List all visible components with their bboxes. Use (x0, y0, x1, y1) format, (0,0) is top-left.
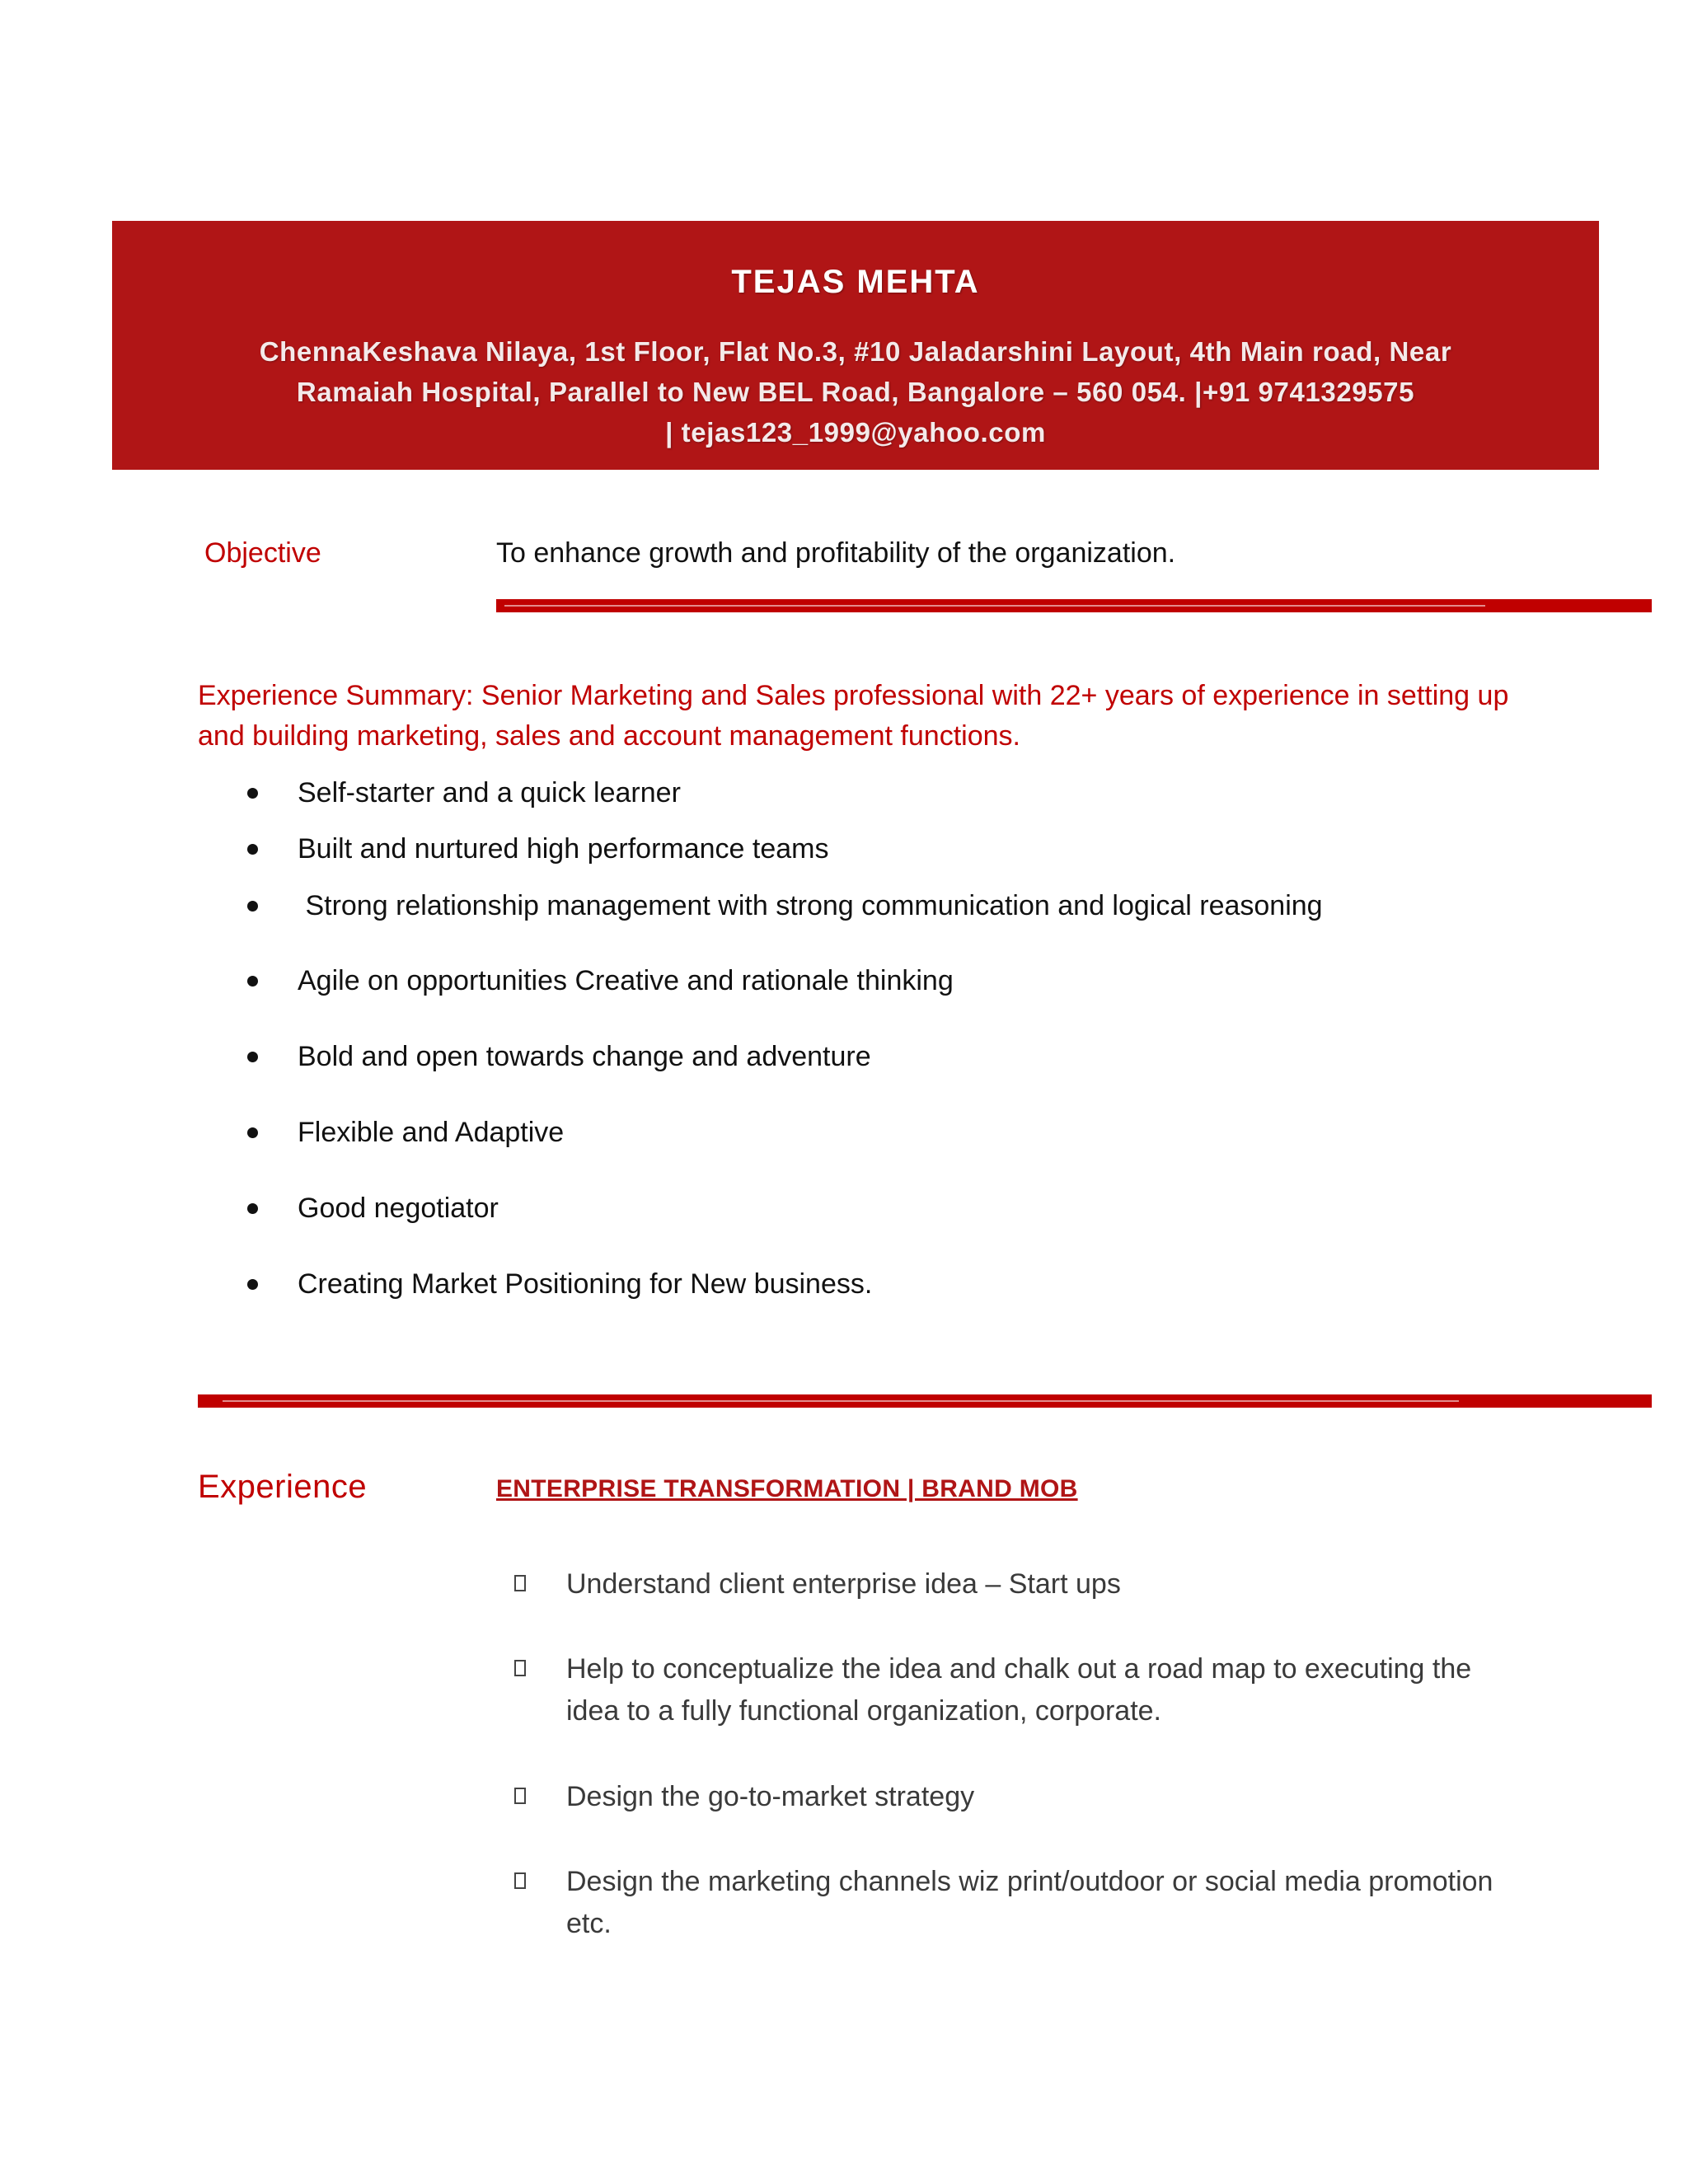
bullet-dot-icon (247, 976, 258, 987)
objective-divider (496, 599, 1652, 612)
bullet-dot-icon (247, 1279, 258, 1290)
bullet-dot-icon (247, 1127, 258, 1138)
summary-bullet-text: Bold and open towards change and adventure (298, 1041, 871, 1072)
missing-glyph-bullet-icon (514, 1872, 526, 1889)
summary-bullet-text: Self-starter and a quick learner (298, 777, 681, 808)
address-line-2: Ramaiah Hospital, Parallel to New BEL Road, Bangalore – 560 054. |+91 9741329575 (296, 377, 1415, 407)
summary-bullet-text: Creating Market Positioning for New business. (298, 1268, 873, 1300)
address-line-3: | tejas123_1999@yahoo.com (665, 417, 1046, 448)
bullet-dot-icon (247, 901, 258, 912)
divider-inner-line (223, 1400, 1459, 1402)
missing-glyph-bullet-icon (514, 1660, 526, 1676)
experience-item-text: Design the go-to-market strategy (566, 1781, 975, 1812)
experience-item-text: Help to conceptualize the idea and chalk out a road map to executing the idea to a fully functional organization, corporate. (566, 1653, 1472, 1727)
address-line-1: ChennaKeshava Nilaya, 1st Floor, Flat No.3, #10 Jaladarshini Layout, 4th Main road, Near (259, 336, 1452, 367)
objective-label: Objective (204, 537, 321, 569)
bullet-dot-icon (247, 1052, 258, 1062)
missing-glyph-bullet-icon (514, 1575, 526, 1591)
summary-bullet-text: Agile on opportunities Creative and rationale thinking (298, 965, 954, 996)
company-heading: ENTERPRISE TRANSFORMATION | BRAND MOB (496, 1475, 1078, 1502)
experience-label: Experience (198, 1469, 368, 1505)
bullet-dot-icon (247, 1203, 258, 1214)
summary-divider (198, 1394, 1652, 1408)
header-banner (112, 221, 1599, 470)
experience-item-text: Design the marketing channels wiz print/outdoor or social media promotion etc. (566, 1866, 1493, 1939)
bullet-dot-icon (247, 788, 258, 799)
divider-inner-line (504, 605, 1485, 607)
candidate-name: TEJAS MEHTA (731, 264, 980, 300)
bullet-dot-icon (247, 844, 258, 855)
summary-bullet-text: Built and nurtured high performance teams (298, 833, 829, 865)
experience-item-text: Understand client enterprise idea – Start ups (566, 1568, 1121, 1600)
missing-glyph-bullet-icon (514, 1788, 526, 1804)
summary-bullet-text: Flexible and Adaptive (298, 1117, 565, 1148)
experience-summary: Experience Summary: Senior Marketing and Sales professional with 22+ years of experience in setting up and building marketing, sales and account management functions. (198, 680, 1509, 752)
summary-bullet-text: Good negotiator (298, 1193, 499, 1224)
objective-text: To enhance growth and profitability of the organization. (496, 537, 1176, 569)
summary-bullet-text: Strong relationship management with strong communication and logical reasoning (298, 890, 1323, 921)
contact-address (203, 331, 1508, 452)
